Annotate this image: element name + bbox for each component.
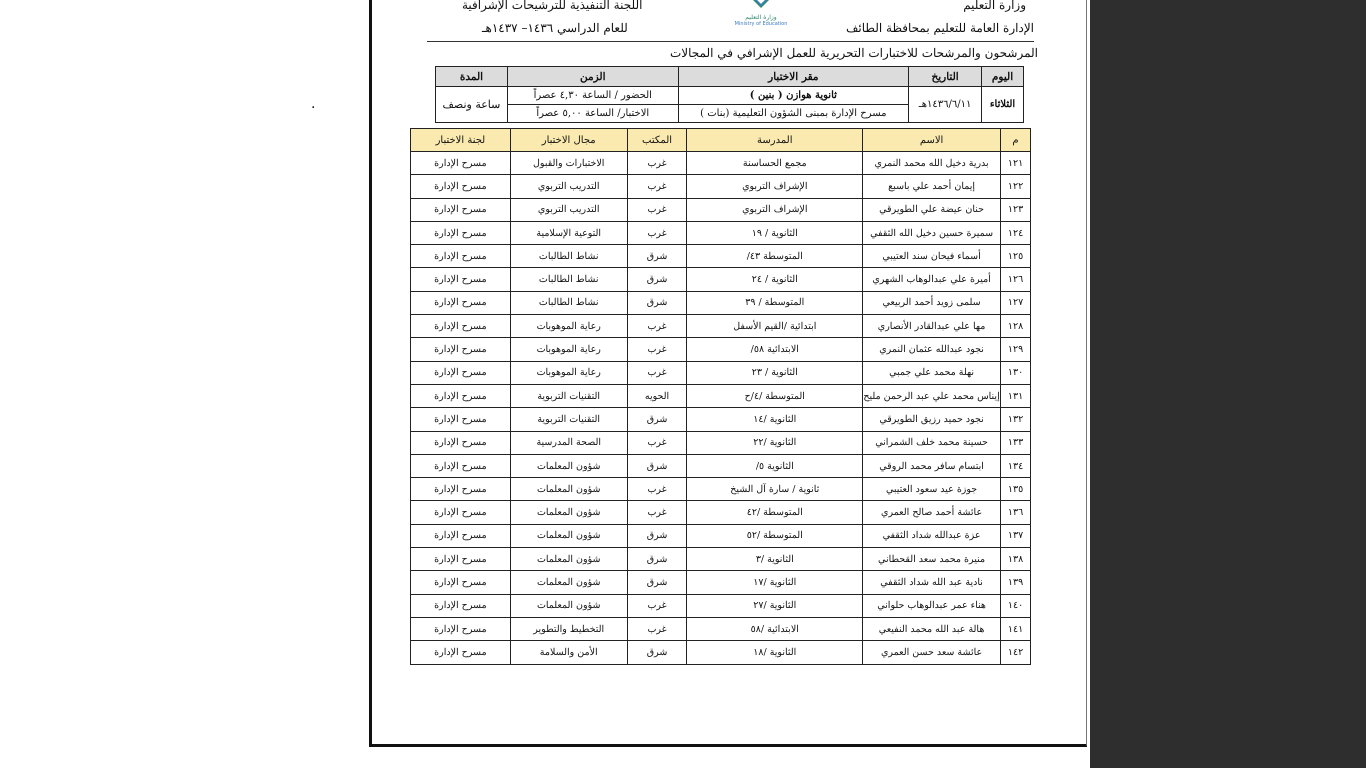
cell-office: غرب <box>627 338 687 361</box>
cell-committee: مسرح الإدارة <box>411 384 511 407</box>
cell-committee: مسرح الإدارة <box>411 594 511 617</box>
cell-committee: مسرح الإدارة <box>411 361 511 384</box>
cell-school: الابتدائية /٥٨ <box>687 617 863 640</box>
cell-field: التقنيات التربوية <box>510 408 627 431</box>
info-header-time: الزمن <box>507 67 678 87</box>
cell-committee: مسرح الإدارة <box>411 338 511 361</box>
cell-field: الصحة المدرسية <box>510 431 627 454</box>
cell-office: شرق <box>627 571 687 594</box>
logo-arabic-text: وزارة التعليم <box>745 14 777 21</box>
cell-office: غرب <box>627 221 687 244</box>
academic-year: للعام الدراسي ١٤٣٦– ١٤٣٧هـ <box>482 21 628 35</box>
cell-field: شؤون المعلمات <box>510 571 627 594</box>
header-field: مجال الاختبار <box>510 129 627 152</box>
cell-office: غرب <box>627 175 687 198</box>
cell-office: شرق <box>627 245 687 268</box>
administration-name: الإدارة العامة للتعليم بمحافظة الطائف <box>845 21 1034 35</box>
info-venue-girls: مسرح الإدارة بمبنى الشؤون التعليمية (بنات ) <box>678 105 909 123</box>
table-row <box>411 478 1031 501</box>
candidates-table <box>410 128 1031 665</box>
table-row <box>411 361 1031 384</box>
cell-num: ١٣٨ <box>1001 548 1031 571</box>
cell-office: غرب <box>627 315 687 338</box>
cell-committee: مسرح الإدارة <box>411 501 511 524</box>
cell-num: ١٢٩ <box>1001 338 1031 361</box>
cell-school: الثانوية /٢٧ <box>687 594 863 617</box>
cell-office: غرب <box>627 501 687 524</box>
cell-committee: مسرح الإدارة <box>411 641 511 664</box>
info-day: الثلاثاء <box>982 87 1024 123</box>
cell-field: التدريب التربوي <box>510 175 627 198</box>
cell-school: المتوسطة ٤٣/ <box>687 245 863 268</box>
logo-emblem-icon <box>746 0 776 14</box>
candidates-body <box>411 152 1031 665</box>
cell-num: ١٢٥ <box>1001 245 1031 268</box>
cell-office: الحويه <box>627 384 687 407</box>
cell-committee: مسرح الإدارة <box>411 291 511 314</box>
logo-english-text: Ministry of Education <box>734 21 788 27</box>
table-row <box>411 571 1031 594</box>
cell-name: نادية عبد الله شداد الثقفي <box>863 571 1001 594</box>
cell-field: شؤون المعلمات <box>510 548 627 571</box>
cell-name: ابتسام سافر محمد الروقي <box>863 454 1001 477</box>
cell-field: شؤون المعلمات <box>510 524 627 547</box>
cell-name: عزة عبدالله شداد الثقفي <box>863 524 1001 547</box>
header-num: م <box>1001 129 1031 152</box>
header-committee: لجنة الاختبار <box>411 129 511 152</box>
cell-committee: مسرح الإدارة <box>411 524 511 547</box>
info-header-duration: المدة <box>436 67 508 87</box>
cell-school: ابتدائية /القيم الأسفل <box>687 315 863 338</box>
cell-field: نشاط الطالبات <box>510 245 627 268</box>
cell-num: ١٣١ <box>1001 384 1031 407</box>
cell-field: التوعية الإسلامية <box>510 221 627 244</box>
cell-school: الثانوية /٣ <box>687 548 863 571</box>
info-time-exam: الاختبار/ الساعة ٥,٠٠ عصراً <box>507 105 678 123</box>
cell-committee: مسرح الإدارة <box>411 268 511 291</box>
cell-num: ١٣٠ <box>1001 361 1031 384</box>
exam-info-table <box>435 66 1024 123</box>
header-divider <box>427 41 1034 42</box>
cell-committee: مسرح الإدارة <box>411 315 511 338</box>
cell-field: التخطيط والتطوير <box>510 617 627 640</box>
cell-field: نشاط الطالبات <box>510 268 627 291</box>
table-row <box>411 291 1031 314</box>
info-header-day: اليوم <box>982 67 1024 87</box>
cell-school: المتوسطة /٥٢ <box>687 524 863 547</box>
cell-committee: مسرح الإدارة <box>411 454 511 477</box>
table-row <box>411 152 1031 175</box>
document-page <box>369 0 1087 747</box>
header-name: الاسم <box>863 129 1001 152</box>
ministry-logo <box>726 0 796 36</box>
cell-committee: مسرح الإدارة <box>411 408 511 431</box>
cell-field: التقنيات التربوية <box>510 384 627 407</box>
info-row-1 <box>436 87 1024 105</box>
cell-field: شؤون المعلمات <box>510 454 627 477</box>
cell-office: شرق <box>627 641 687 664</box>
cell-school: الثانوية / ٢٣ <box>687 361 863 384</box>
table-row <box>411 315 1031 338</box>
cell-name: جوزة عيد سعود العتيبي <box>863 478 1001 501</box>
cell-num: ١٣٥ <box>1001 478 1031 501</box>
table-row <box>411 384 1031 407</box>
cell-field: شؤون المعلمات <box>510 501 627 524</box>
table-row <box>411 617 1031 640</box>
cell-school: المتوسطة /٤/ح <box>687 384 863 407</box>
header-school: المدرسة <box>687 129 863 152</box>
cell-num: ١٣٤ <box>1001 454 1031 477</box>
cell-num: ١٢١ <box>1001 152 1031 175</box>
stray-dot: . <box>311 96 316 112</box>
cell-office: غرب <box>627 478 687 501</box>
committee-name: اللجنة التنفيذية للترشيحات الإشرافية <box>462 0 643 12</box>
cell-committee: مسرح الإدارة <box>411 548 511 571</box>
table-row <box>411 245 1031 268</box>
cell-school: المتوسطة / ٣٩ <box>687 291 863 314</box>
cell-office: شرق <box>627 408 687 431</box>
cell-name: هالة عبد الله محمد النفيعي <box>863 617 1001 640</box>
info-date: ١٤٣٦/٦/١١هـ <box>909 87 982 123</box>
cell-name: عائشة أحمد صالح العمري <box>863 501 1001 524</box>
candidates-header-row <box>411 129 1031 152</box>
table-row <box>411 501 1031 524</box>
table-row <box>411 454 1031 477</box>
table-row <box>411 221 1031 244</box>
cell-name: حسينة محمد خلف الشمراني <box>863 431 1001 454</box>
cell-num: ١٢٣ <box>1001 198 1031 221</box>
cell-committee: مسرح الإدارة <box>411 152 511 175</box>
cell-num: ١٤١ <box>1001 617 1031 640</box>
cell-name: منيرة محمد سعد القحطاني <box>863 548 1001 571</box>
cell-num: ١٣٦ <box>1001 501 1031 524</box>
cell-name: مها علي عبدالقادر الأنصاري <box>863 315 1001 338</box>
cell-num: ١٣٧ <box>1001 524 1031 547</box>
table-row <box>411 594 1031 617</box>
cell-office: غرب <box>627 617 687 640</box>
cell-school: الثانوية ٥/ <box>687 454 863 477</box>
cell-school: الثانوية /١٨ <box>687 641 863 664</box>
cell-committee: مسرح الإدارة <box>411 571 511 594</box>
cell-name: سميرة حسين دخيل الله الثقفي <box>863 221 1001 244</box>
cell-school: الإشراف التربوي <box>687 198 863 221</box>
cell-school: الثانوية /١٤ <box>687 408 863 431</box>
cell-num: ١٢٤ <box>1001 221 1031 244</box>
cell-name: سلمى زويد أحمد الربيعي <box>863 291 1001 314</box>
table-row <box>411 268 1031 291</box>
cell-field: شؤون المعلمات <box>510 594 627 617</box>
cell-name: نجود حميد رزيق الطويرقي <box>863 408 1001 431</box>
cell-school: ثانوية / سارة آل الشيخ <box>687 478 863 501</box>
cell-field: التدريب التربوي <box>510 198 627 221</box>
cell-num: ١٢٧ <box>1001 291 1031 314</box>
table-row <box>411 524 1031 547</box>
cell-school: الثانوية / ٢٤ <box>687 268 863 291</box>
cell-office: غرب <box>627 198 687 221</box>
cell-school: الثانوية /٢٢ <box>687 431 863 454</box>
cell-office: شرق <box>627 524 687 547</box>
cell-committee: مسرح الإدارة <box>411 175 511 198</box>
cell-field: شؤون المعلمات <box>510 478 627 501</box>
cell-field: الأمن والسلامة <box>510 641 627 664</box>
cell-office: غرب <box>627 152 687 175</box>
cell-committee: مسرح الإدارة <box>411 478 511 501</box>
dark-side-panel <box>1090 0 1366 768</box>
table-row <box>411 338 1031 361</box>
cell-school: المتوسطة /٤٢ <box>687 501 863 524</box>
cell-name: عائشة سعد حسن العمري <box>863 641 1001 664</box>
table-row <box>411 548 1031 571</box>
cell-committee: مسرح الإدارة <box>411 431 511 454</box>
cell-school: الثانوية /١٧ <box>687 571 863 594</box>
cell-num: ١٤٠ <box>1001 594 1031 617</box>
cell-field: رعاية الموهوبات <box>510 361 627 384</box>
cell-office: شرق <box>627 268 687 291</box>
cell-num: ١٢٨ <box>1001 315 1031 338</box>
cell-committee: مسرح الإدارة <box>411 617 511 640</box>
cell-office: غرب <box>627 361 687 384</box>
cell-field: الاختبارات والقبول <box>510 152 627 175</box>
cell-num: ١٣٩ <box>1001 571 1031 594</box>
cell-name: نهلة محمد علي جمبي <box>863 361 1001 384</box>
cell-committee: مسرح الإدارة <box>411 198 511 221</box>
table-row <box>411 408 1031 431</box>
cell-school: الابتدائية ٥٨/ <box>687 338 863 361</box>
ministry-name: وزارة التعليم <box>963 0 1026 12</box>
page-title: المرشحون والمرشحات للاختبارات التحريرية للعمل الإشرافي في المجالات <box>669 46 1038 60</box>
cell-office: غرب <box>627 594 687 617</box>
cell-field: رعاية الموهوبات <box>510 338 627 361</box>
cell-name: أسماء فيحان سند العتيبي <box>863 245 1001 268</box>
cell-num: ١٢٦ <box>1001 268 1031 291</box>
info-header-venue: مقر الاختبار <box>678 67 909 87</box>
cell-name: بدرية دخيل الله محمد النمري <box>863 152 1001 175</box>
info-venue-boys: ثانوية هوازن ( بنين ) <box>678 87 909 105</box>
cell-name: إيناس محمد علي عبد الرحمن مليح <box>863 384 1001 407</box>
cell-num: ١٣٢ <box>1001 408 1031 431</box>
cell-school: مجمع الحساسنة <box>687 152 863 175</box>
table-row <box>411 431 1031 454</box>
cell-committee: مسرح الإدارة <box>411 221 511 244</box>
cell-name: إيمان أحمد علي باسبع <box>863 175 1001 198</box>
cell-office: شرق <box>627 548 687 571</box>
cell-name: حنان عيضة علي الطويرقي <box>863 198 1001 221</box>
cell-num: ١٢٢ <box>1001 175 1031 198</box>
header-office: المكتب <box>627 129 687 152</box>
cell-field: رعاية الموهوبات <box>510 315 627 338</box>
cell-name: نجود عبدالله عثمان النمري <box>863 338 1001 361</box>
cell-name: أميرة علي عبدالوهاب الشهري <box>863 268 1001 291</box>
cell-office: شرق <box>627 291 687 314</box>
cell-office: شرق <box>627 454 687 477</box>
cell-field: نشاط الطالبات <box>510 291 627 314</box>
info-header-row <box>436 67 1024 87</box>
cell-committee: مسرح الإدارة <box>411 245 511 268</box>
table-row <box>411 641 1031 664</box>
table-row <box>411 175 1031 198</box>
cell-school: الإشراف التربوي <box>687 175 863 198</box>
info-header-date: التاريخ <box>909 67 982 87</box>
cell-num: ١٣٣ <box>1001 431 1031 454</box>
cell-name: هناء عمر عبدالوهاب حلواني <box>863 594 1001 617</box>
table-row <box>411 198 1031 221</box>
cell-office: غرب <box>627 431 687 454</box>
cell-school: الثانوية / ١٩ <box>687 221 863 244</box>
info-duration: ساعة ونصف <box>436 87 508 123</box>
cell-num: ١٤٢ <box>1001 641 1031 664</box>
info-time-attend: الحضور / الساعة ٤,٣٠ عصراً <box>507 87 678 105</box>
